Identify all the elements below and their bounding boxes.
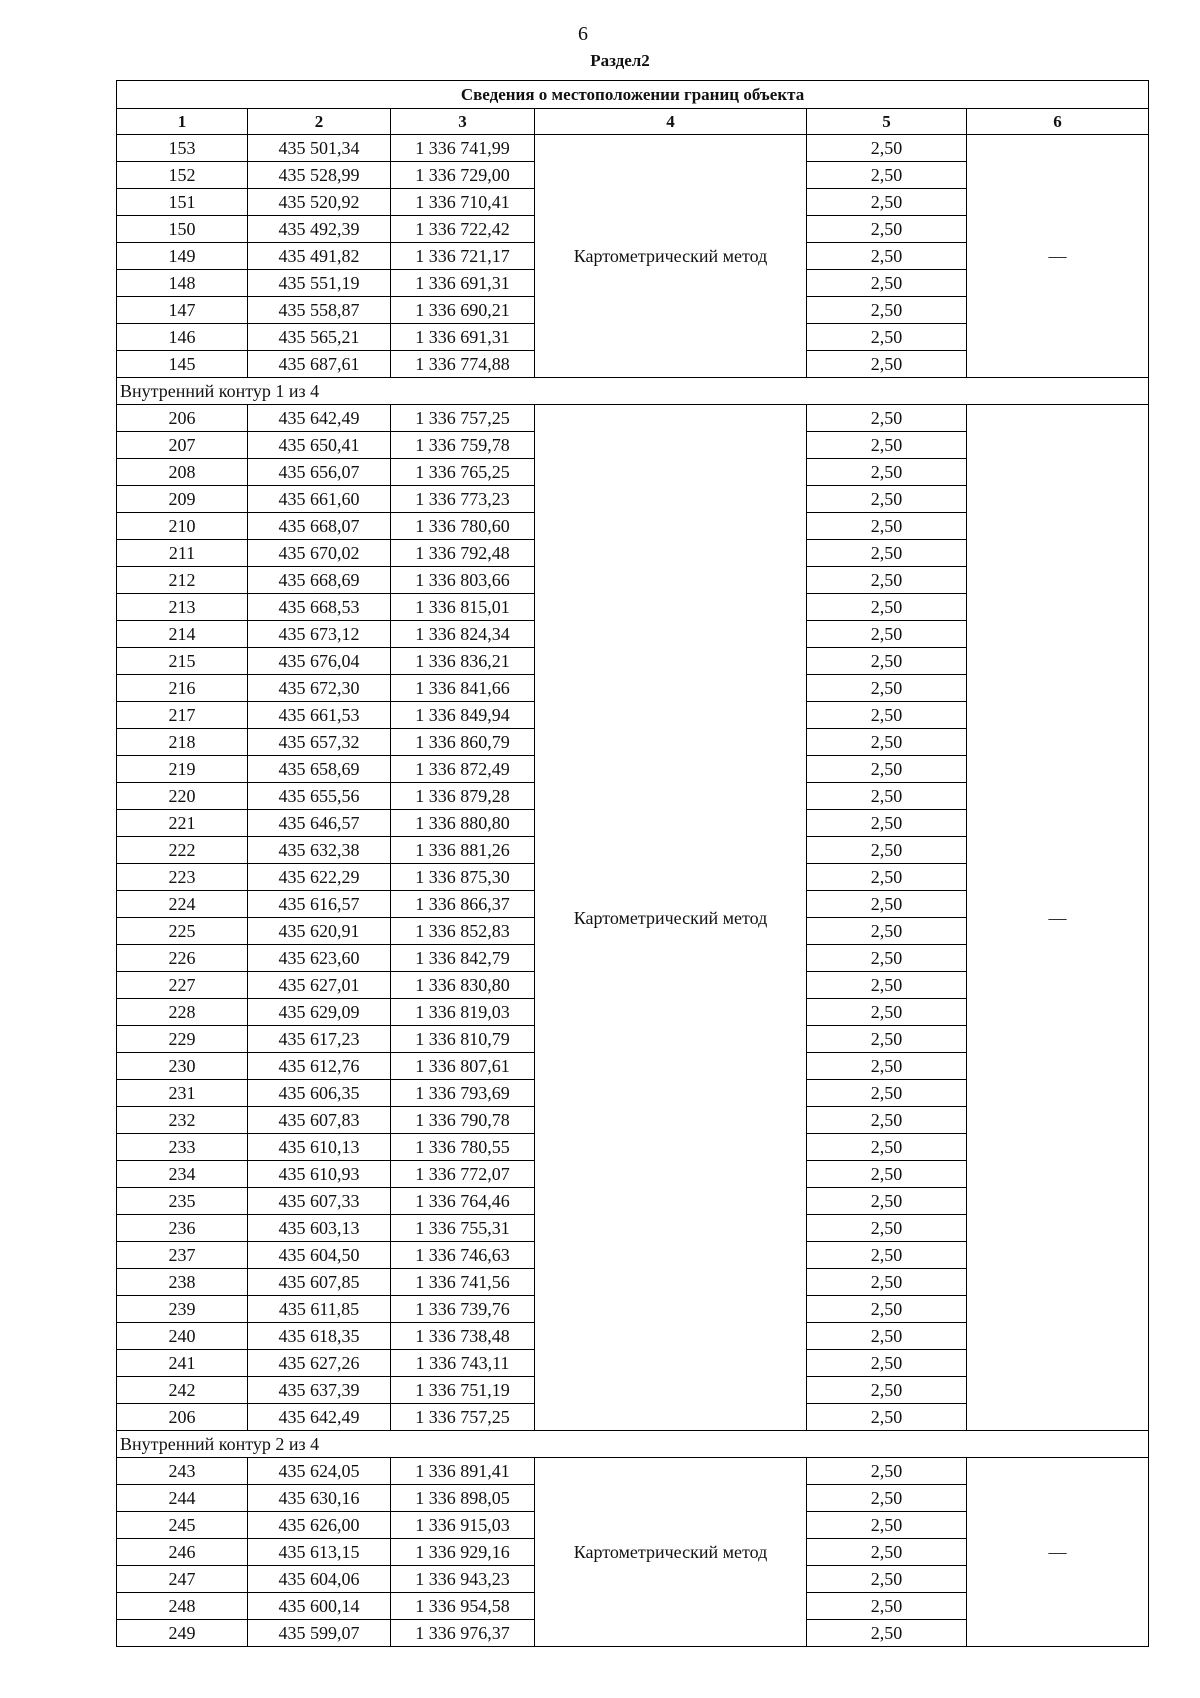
accuracy-cell: 2,50 xyxy=(807,1269,967,1296)
x-coordinate-cell: 435 687,61 xyxy=(248,351,391,378)
x-coordinate-cell: 435 617,23 xyxy=(248,1026,391,1053)
point-number-cell: 231 xyxy=(117,1080,248,1107)
accuracy-cell: 2,50 xyxy=(807,432,967,459)
y-coordinate-cell: 1 336 755,31 xyxy=(391,1215,535,1242)
x-coordinate-cell: 435 630,16 xyxy=(248,1485,391,1512)
point-number-cell: 234 xyxy=(117,1161,248,1188)
point-number-cell: 148 xyxy=(117,270,248,297)
boundary-table xyxy=(116,80,1149,1647)
y-coordinate-cell: 1 336 710,41 xyxy=(391,189,535,216)
y-coordinate-cell: 1 336 881,26 xyxy=(391,837,535,864)
accuracy-cell: 2,50 xyxy=(807,1377,967,1404)
point-number-cell: 214 xyxy=(117,621,248,648)
point-number-cell: 215 xyxy=(117,648,248,675)
accuracy-cell: 2,50 xyxy=(807,1026,967,1053)
accuracy-cell: 2,50 xyxy=(807,783,967,810)
y-coordinate-cell: 1 336 757,25 xyxy=(391,1404,535,1431)
y-coordinate-cell: 1 336 722,42 xyxy=(391,216,535,243)
accuracy-cell: 2,50 xyxy=(807,756,967,783)
accuracy-cell: 2,50 xyxy=(807,999,967,1026)
point-number-cell: 228 xyxy=(117,999,248,1026)
y-coordinate-cell: 1 336 743,11 xyxy=(391,1350,535,1377)
x-coordinate-cell: 435 604,50 xyxy=(248,1242,391,1269)
x-coordinate-cell: 435 632,38 xyxy=(248,837,391,864)
y-coordinate-cell: 1 336 943,23 xyxy=(391,1566,535,1593)
contour-row xyxy=(117,378,1149,405)
y-coordinate-cell: 1 336 780,60 xyxy=(391,513,535,540)
method-cell: Картометрический метод xyxy=(535,135,807,378)
point-number-cell: 150 xyxy=(117,216,248,243)
x-coordinate-cell: 435 676,04 xyxy=(248,648,391,675)
accuracy-cell: 2,50 xyxy=(807,702,967,729)
x-coordinate-cell: 435 624,05 xyxy=(248,1458,391,1485)
x-coordinate-cell: 435 655,56 xyxy=(248,783,391,810)
column-number-6: 6 xyxy=(967,109,1149,135)
contour-label: Внутренний контур 2 из 4 xyxy=(117,1431,1149,1458)
point-number-cell: 241 xyxy=(117,1350,248,1377)
y-coordinate-cell: 1 336 807,61 xyxy=(391,1053,535,1080)
point-number-cell: 236 xyxy=(117,1215,248,1242)
y-coordinate-cell: 1 336 803,66 xyxy=(391,567,535,594)
accuracy-cell: 2,50 xyxy=(807,162,967,189)
x-coordinate-cell: 435 607,85 xyxy=(248,1269,391,1296)
y-coordinate-cell: 1 336 879,28 xyxy=(391,783,535,810)
x-coordinate-cell: 435 610,13 xyxy=(248,1134,391,1161)
table-row xyxy=(117,405,1149,432)
contour-label: Внутренний контур 1 из 4 xyxy=(117,378,1149,405)
x-coordinate-cell: 435 646,57 xyxy=(248,810,391,837)
y-coordinate-cell: 1 336 746,63 xyxy=(391,1242,535,1269)
point-number-cell: 219 xyxy=(117,756,248,783)
x-coordinate-cell: 435 642,49 xyxy=(248,1404,391,1431)
y-coordinate-cell: 1 336 759,78 xyxy=(391,432,535,459)
y-coordinate-cell: 1 336 691,31 xyxy=(391,270,535,297)
point-number-cell: 152 xyxy=(117,162,248,189)
table-row xyxy=(117,135,1149,162)
y-coordinate-cell: 1 336 772,07 xyxy=(391,1161,535,1188)
y-coordinate-cell: 1 336 757,25 xyxy=(391,405,535,432)
point-number-cell: 149 xyxy=(117,243,248,270)
y-coordinate-cell: 1 336 751,19 xyxy=(391,1377,535,1404)
x-coordinate-cell: 435 658,69 xyxy=(248,756,391,783)
point-number-cell: 145 xyxy=(117,351,248,378)
x-coordinate-cell: 435 672,30 xyxy=(248,675,391,702)
point-number-cell: 242 xyxy=(117,1377,248,1404)
accuracy-cell: 2,50 xyxy=(807,486,967,513)
point-number-cell: 249 xyxy=(117,1620,248,1647)
x-coordinate-cell: 435 661,60 xyxy=(248,486,391,513)
accuracy-cell: 2,50 xyxy=(807,1512,967,1539)
accuracy-cell: 2,50 xyxy=(807,1539,967,1566)
x-coordinate-cell: 435 501,34 xyxy=(248,135,391,162)
x-coordinate-cell: 435 668,69 xyxy=(248,567,391,594)
page-number: 6 xyxy=(578,23,588,45)
x-coordinate-cell: 435 603,13 xyxy=(248,1215,391,1242)
point-number-cell: 217 xyxy=(117,702,248,729)
accuracy-cell: 2,50 xyxy=(807,1593,967,1620)
table-title-row xyxy=(117,81,1149,109)
accuracy-cell: 2,50 xyxy=(807,891,967,918)
point-number-cell: 220 xyxy=(117,783,248,810)
y-coordinate-cell: 1 336 739,76 xyxy=(391,1296,535,1323)
y-coordinate-cell: 1 336 790,78 xyxy=(391,1107,535,1134)
y-coordinate-cell: 1 336 860,79 xyxy=(391,729,535,756)
y-coordinate-cell: 1 336 866,37 xyxy=(391,891,535,918)
y-coordinate-cell: 1 336 841,66 xyxy=(391,675,535,702)
accuracy-cell: 2,50 xyxy=(807,189,967,216)
accuracy-cell: 2,50 xyxy=(807,594,967,621)
column-number-3: 3 xyxy=(391,109,535,135)
contour-row xyxy=(117,1431,1149,1458)
point-number-cell: 240 xyxy=(117,1323,248,1350)
point-number-cell: 230 xyxy=(117,1053,248,1080)
accuracy-cell: 2,50 xyxy=(807,1404,967,1431)
column-6-cell: — xyxy=(967,135,1149,378)
y-coordinate-cell: 1 336 810,79 xyxy=(391,1026,535,1053)
x-coordinate-cell: 435 613,15 xyxy=(248,1539,391,1566)
point-number-cell: 211 xyxy=(117,540,248,567)
x-coordinate-cell: 435 620,91 xyxy=(248,918,391,945)
x-coordinate-cell: 435 606,35 xyxy=(248,1080,391,1107)
accuracy-cell: 2,50 xyxy=(807,837,967,864)
accuracy-cell: 2,50 xyxy=(807,864,967,891)
x-coordinate-cell: 435 600,14 xyxy=(248,1593,391,1620)
y-coordinate-cell: 1 336 774,88 xyxy=(391,351,535,378)
point-number-cell: 147 xyxy=(117,297,248,324)
y-coordinate-cell: 1 336 815,01 xyxy=(391,594,535,621)
accuracy-cell: 2,50 xyxy=(807,1458,967,1485)
column-number-4: 4 xyxy=(535,109,807,135)
y-coordinate-cell: 1 336 792,48 xyxy=(391,540,535,567)
point-number-cell: 227 xyxy=(117,972,248,999)
accuracy-cell: 2,50 xyxy=(807,972,967,999)
point-number-cell: 209 xyxy=(117,486,248,513)
x-coordinate-cell: 435 622,29 xyxy=(248,864,391,891)
accuracy-cell: 2,50 xyxy=(807,1350,967,1377)
y-coordinate-cell: 1 336 830,80 xyxy=(391,972,535,999)
y-coordinate-cell: 1 336 915,03 xyxy=(391,1512,535,1539)
accuracy-cell: 2,50 xyxy=(807,459,967,486)
column-number-row xyxy=(117,109,1149,135)
column-number-2: 2 xyxy=(248,109,391,135)
accuracy-cell: 2,50 xyxy=(807,270,967,297)
y-coordinate-cell: 1 336 954,58 xyxy=(391,1593,535,1620)
x-coordinate-cell: 435 610,93 xyxy=(248,1161,391,1188)
x-coordinate-cell: 435 650,41 xyxy=(248,432,391,459)
point-number-cell: 206 xyxy=(117,1404,248,1431)
x-coordinate-cell: 435 607,83 xyxy=(248,1107,391,1134)
accuracy-cell: 2,50 xyxy=(807,1107,967,1134)
x-coordinate-cell: 435 626,00 xyxy=(248,1512,391,1539)
y-coordinate-cell: 1 336 738,48 xyxy=(391,1323,535,1350)
accuracy-cell: 2,50 xyxy=(807,675,967,702)
x-coordinate-cell: 435 618,35 xyxy=(248,1323,391,1350)
point-number-cell: 218 xyxy=(117,729,248,756)
accuracy-cell: 2,50 xyxy=(807,1134,967,1161)
point-number-cell: 248 xyxy=(117,1593,248,1620)
point-number-cell: 239 xyxy=(117,1296,248,1323)
x-coordinate-cell: 435 528,99 xyxy=(248,162,391,189)
point-number-cell: 151 xyxy=(117,189,248,216)
point-number-cell: 222 xyxy=(117,837,248,864)
y-coordinate-cell: 1 336 741,56 xyxy=(391,1269,535,1296)
point-number-cell: 245 xyxy=(117,1512,248,1539)
method-cell: Картометрический метод xyxy=(535,1458,807,1647)
y-coordinate-cell: 1 336 836,21 xyxy=(391,648,535,675)
y-coordinate-cell: 1 336 765,25 xyxy=(391,459,535,486)
accuracy-cell: 2,50 xyxy=(807,567,967,594)
y-coordinate-cell: 1 336 849,94 xyxy=(391,702,535,729)
point-number-cell: 225 xyxy=(117,918,248,945)
accuracy-cell: 2,50 xyxy=(807,297,967,324)
y-coordinate-cell: 1 336 891,41 xyxy=(391,1458,535,1485)
accuracy-cell: 2,50 xyxy=(807,243,967,270)
point-number-cell: 153 xyxy=(117,135,248,162)
x-coordinate-cell: 435 607,33 xyxy=(248,1188,391,1215)
accuracy-cell: 2,50 xyxy=(807,621,967,648)
point-number-cell: 208 xyxy=(117,459,248,486)
y-coordinate-cell: 1 336 875,30 xyxy=(391,864,535,891)
point-number-cell: 224 xyxy=(117,891,248,918)
column-6-cell: — xyxy=(967,1458,1149,1647)
x-coordinate-cell: 435 565,21 xyxy=(248,324,391,351)
y-coordinate-cell: 1 336 780,55 xyxy=(391,1134,535,1161)
table-row xyxy=(117,1458,1149,1485)
x-coordinate-cell: 435 558,87 xyxy=(248,297,391,324)
accuracy-cell: 2,50 xyxy=(807,918,967,945)
accuracy-cell: 2,50 xyxy=(807,1215,967,1242)
table-body xyxy=(117,135,1149,1647)
y-coordinate-cell: 1 336 880,80 xyxy=(391,810,535,837)
x-coordinate-cell: 435 627,01 xyxy=(248,972,391,999)
y-coordinate-cell: 1 336 773,23 xyxy=(391,486,535,513)
point-number-cell: 206 xyxy=(117,405,248,432)
x-coordinate-cell: 435 520,92 xyxy=(248,189,391,216)
x-coordinate-cell: 435 642,49 xyxy=(248,405,391,432)
x-coordinate-cell: 435 611,85 xyxy=(248,1296,391,1323)
table-title: Сведения о местоположении границ объекта xyxy=(117,81,1149,109)
point-number-cell: 226 xyxy=(117,945,248,972)
point-number-cell: 243 xyxy=(117,1458,248,1485)
point-number-cell: 212 xyxy=(117,567,248,594)
point-number-cell: 146 xyxy=(117,324,248,351)
y-coordinate-cell: 1 336 729,00 xyxy=(391,162,535,189)
accuracy-cell: 2,50 xyxy=(807,351,967,378)
x-coordinate-cell: 435 661,53 xyxy=(248,702,391,729)
y-coordinate-cell: 1 336 929,16 xyxy=(391,1539,535,1566)
accuracy-cell: 2,50 xyxy=(807,1242,967,1269)
x-coordinate-cell: 435 629,09 xyxy=(248,999,391,1026)
point-number-cell: 221 xyxy=(117,810,248,837)
accuracy-cell: 2,50 xyxy=(807,216,967,243)
x-coordinate-cell: 435 656,07 xyxy=(248,459,391,486)
point-number-cell: 235 xyxy=(117,1188,248,1215)
y-coordinate-cell: 1 336 824,34 xyxy=(391,621,535,648)
x-coordinate-cell: 435 604,06 xyxy=(248,1566,391,1593)
accuracy-cell: 2,50 xyxy=(807,324,967,351)
x-coordinate-cell: 435 491,82 xyxy=(248,243,391,270)
column-number-1: 1 xyxy=(117,109,248,135)
y-coordinate-cell: 1 336 898,05 xyxy=(391,1485,535,1512)
point-number-cell: 237 xyxy=(117,1242,248,1269)
point-number-cell: 213 xyxy=(117,594,248,621)
x-coordinate-cell: 435 668,53 xyxy=(248,594,391,621)
point-number-cell: 233 xyxy=(117,1134,248,1161)
accuracy-cell: 2,50 xyxy=(807,1161,967,1188)
point-number-cell: 232 xyxy=(117,1107,248,1134)
point-number-cell: 210 xyxy=(117,513,248,540)
section-title: Раздел2 xyxy=(590,51,650,70)
accuracy-cell: 2,50 xyxy=(807,1053,967,1080)
y-coordinate-cell: 1 336 691,31 xyxy=(391,324,535,351)
x-coordinate-cell: 435 668,07 xyxy=(248,513,391,540)
point-number-cell: 216 xyxy=(117,675,248,702)
accuracy-cell: 2,50 xyxy=(807,135,967,162)
point-number-cell: 247 xyxy=(117,1566,248,1593)
y-coordinate-cell: 1 336 690,21 xyxy=(391,297,535,324)
x-coordinate-cell: 435 637,39 xyxy=(248,1377,391,1404)
column-number-5: 5 xyxy=(807,109,967,135)
column-6-cell: — xyxy=(967,405,1149,1431)
y-coordinate-cell: 1 336 976,37 xyxy=(391,1620,535,1647)
accuracy-cell: 2,50 xyxy=(807,405,967,432)
x-coordinate-cell: 435 673,12 xyxy=(248,621,391,648)
x-coordinate-cell: 435 616,57 xyxy=(248,891,391,918)
y-coordinate-cell: 1 336 721,17 xyxy=(391,243,535,270)
x-coordinate-cell: 435 612,76 xyxy=(248,1053,391,1080)
x-coordinate-cell: 435 657,32 xyxy=(248,729,391,756)
y-coordinate-cell: 1 336 793,69 xyxy=(391,1080,535,1107)
x-coordinate-cell: 435 627,26 xyxy=(248,1350,391,1377)
point-number-cell: 244 xyxy=(117,1485,248,1512)
point-number-cell: 207 xyxy=(117,432,248,459)
accuracy-cell: 2,50 xyxy=(807,810,967,837)
accuracy-cell: 2,50 xyxy=(807,945,967,972)
accuracy-cell: 2,50 xyxy=(807,1296,967,1323)
method-cell: Картометрический метод xyxy=(535,405,807,1431)
y-coordinate-cell: 1 336 741,99 xyxy=(391,135,535,162)
accuracy-cell: 2,50 xyxy=(807,648,967,675)
y-coordinate-cell: 1 336 764,46 xyxy=(391,1188,535,1215)
y-coordinate-cell: 1 336 872,49 xyxy=(391,756,535,783)
y-coordinate-cell: 1 336 852,83 xyxy=(391,918,535,945)
accuracy-cell: 2,50 xyxy=(807,1188,967,1215)
x-coordinate-cell: 435 670,02 xyxy=(248,540,391,567)
accuracy-cell: 2,50 xyxy=(807,1485,967,1512)
x-coordinate-cell: 435 551,19 xyxy=(248,270,391,297)
y-coordinate-cell: 1 336 819,03 xyxy=(391,999,535,1026)
point-number-cell: 229 xyxy=(117,1026,248,1053)
y-coordinate-cell: 1 336 842,79 xyxy=(391,945,535,972)
accuracy-cell: 2,50 xyxy=(807,1620,967,1647)
point-number-cell: 246 xyxy=(117,1539,248,1566)
accuracy-cell: 2,50 xyxy=(807,1080,967,1107)
accuracy-cell: 2,50 xyxy=(807,729,967,756)
accuracy-cell: 2,50 xyxy=(807,1566,967,1593)
x-coordinate-cell: 435 623,60 xyxy=(248,945,391,972)
x-coordinate-cell: 435 599,07 xyxy=(248,1620,391,1647)
point-number-cell: 238 xyxy=(117,1269,248,1296)
accuracy-cell: 2,50 xyxy=(807,540,967,567)
point-number-cell: 223 xyxy=(117,864,248,891)
accuracy-cell: 2,50 xyxy=(807,513,967,540)
accuracy-cell: 2,50 xyxy=(807,1323,967,1350)
x-coordinate-cell: 435 492,39 xyxy=(248,216,391,243)
